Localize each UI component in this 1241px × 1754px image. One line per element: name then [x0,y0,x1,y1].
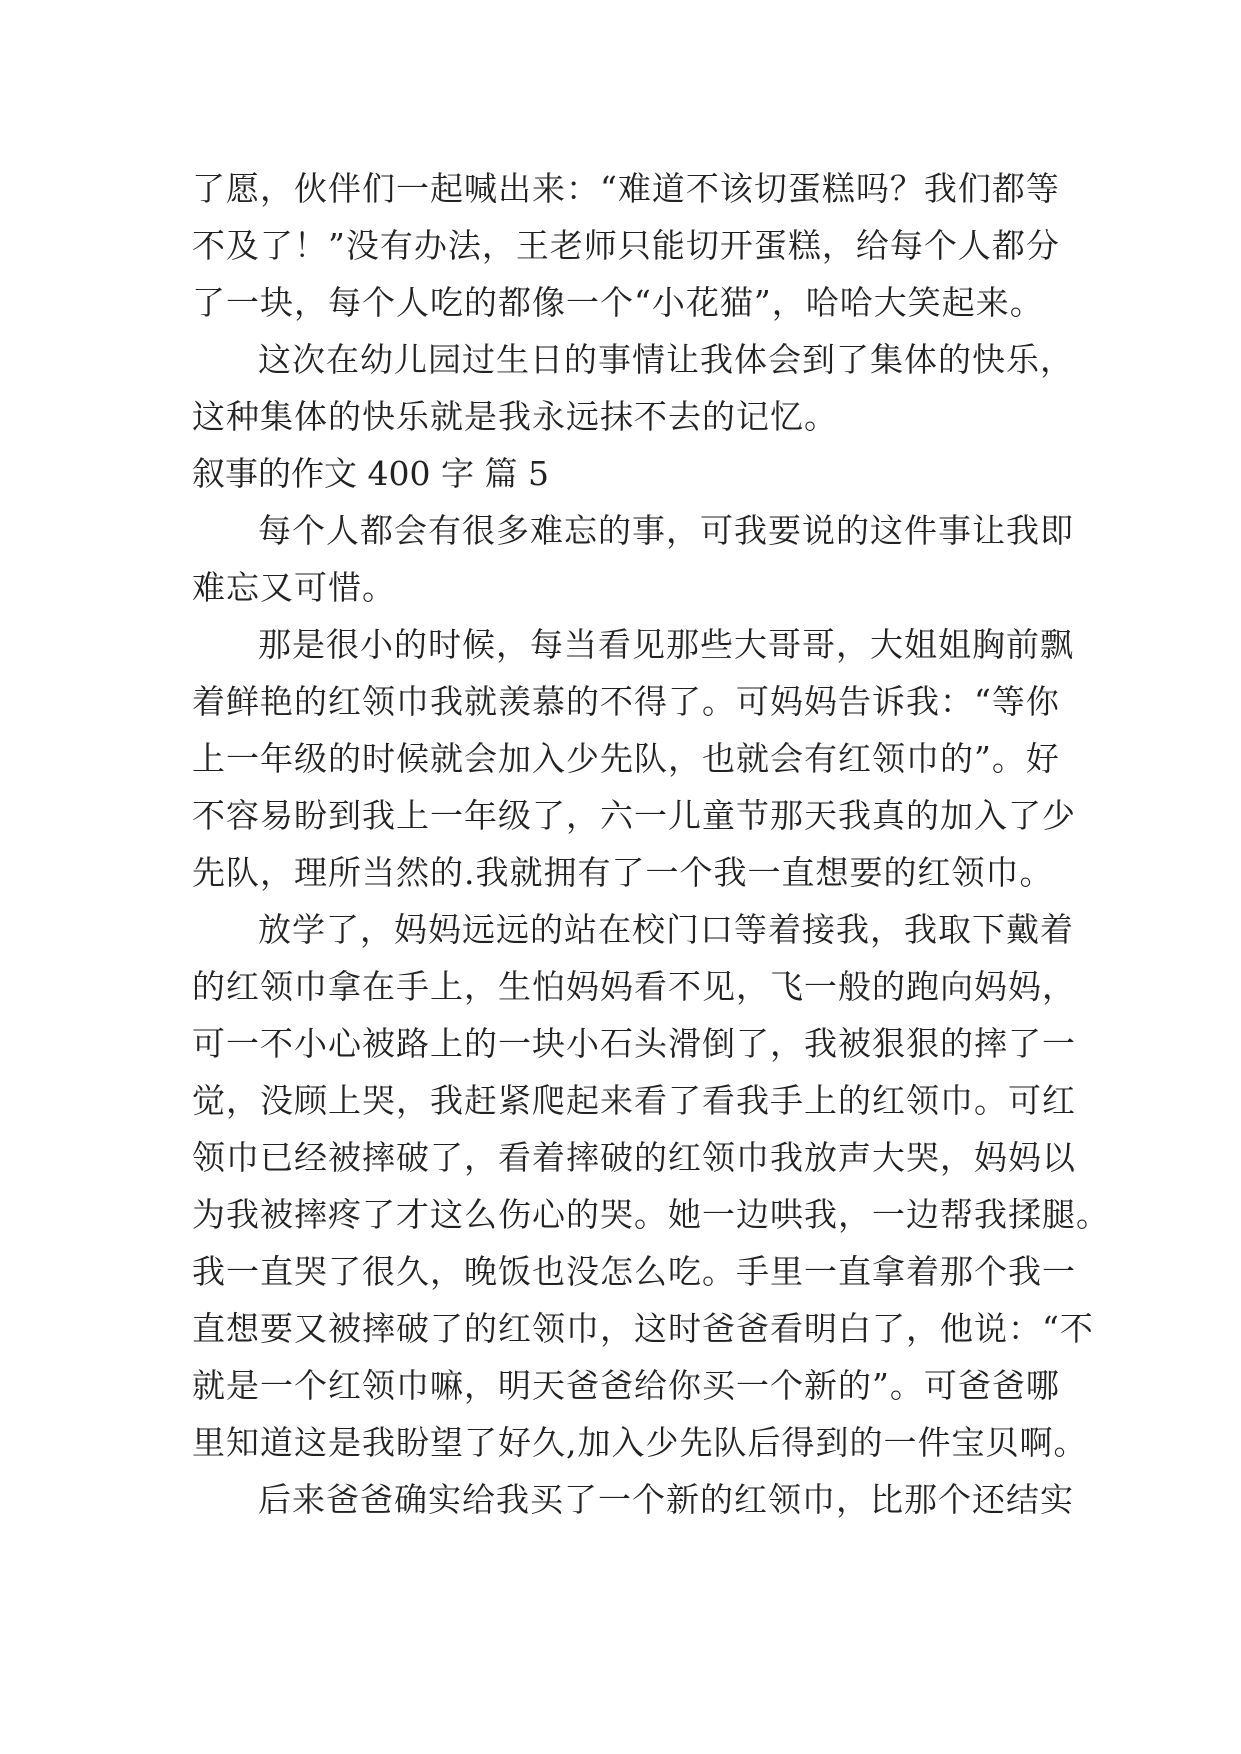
text-line: 先队，理所当然的.我就拥有了一个我一直想要的红领巾。 [192,853,1054,892]
text-line: 着鲜艳的红领巾我就羡慕的不得了。可妈妈告诉我：“等你 [192,682,1060,721]
essay-text [192,160,1110,1528]
text-line: 不及了！”没有办法，王老师只能切开蛋糕，给每个人都分 [192,226,1060,265]
text-line: 为我被摔疼了才这么伤心的哭。她一边哄我，一边帮我揉腿。 [192,1195,1110,1234]
text-line: 不容易盼到我上一年级了，六一儿童节那天我真的加入了少 [192,796,1076,835]
text-line: 那是很小的时候，每当看见那些大哥哥，大姐姐胸前飘 [258,625,1074,664]
text-line: 直想要又被摔破了的红领巾，这时爸爸看明白了，他说：“不 [192,1309,1094,1348]
text-line: 难忘又可惜。 [192,568,396,607]
text-line: 里知道这是我盼望了好久,加入少先队后得到的一件宝贝啊。 [192,1423,1088,1462]
text-line: 可一不小心被路上的一块小石头滑倒了，我被狠狠的摔了一 [192,1024,1076,1063]
text-line: 的红领巾拿在手上，生怕妈妈看不见，飞一般的跑向妈妈， [192,967,1076,1006]
text-line: 这次在幼儿园过生日的事情让我体会到了集体的快乐， [258,340,1074,379]
text-line: 就是一个红领巾嘛，明天爸爸给你买一个新的”。可爸爸哪 [192,1366,1060,1405]
text-line: 我一直哭了很久，晚饭也没怎么吃。手里一直拿着那个我一 [192,1252,1076,1291]
text-line: 这种集体的快乐就是我永远抹不去的记忆。 [192,397,838,436]
text-line: 领巾已经被摔破了，看着摔破的红领巾我放声大哭，妈妈以 [192,1138,1076,1177]
text-line: 上一年级的时候就会加入少先队，也就会有红领巾的”。好 [192,739,1060,778]
text-line: 了愿，伙伴们一起喊出来：“难道不该切蛋糕吗？我们都等 [192,169,1060,208]
text-line: 每个人都会有很多难忘的事，可我要说的这件事让我即 [258,511,1074,550]
text-line: 后来爸爸确实给我买了一个新的红领巾，比那个还结实 [258,1480,1074,1519]
text-line: 了一块，每个人吃的都像一个“小花猫”，哈哈大笑起来。 [192,283,1044,322]
text-line: 觉，没顾上哭，我赶紧爬起来看了看我手上的红领巾。可红 [192,1081,1076,1120]
text-line: 放学了，妈妈远远的站在校门口等着接我，我取下戴着 [258,910,1074,949]
section-heading: 叙事的作文 400 字 篇 5 [192,454,549,493]
